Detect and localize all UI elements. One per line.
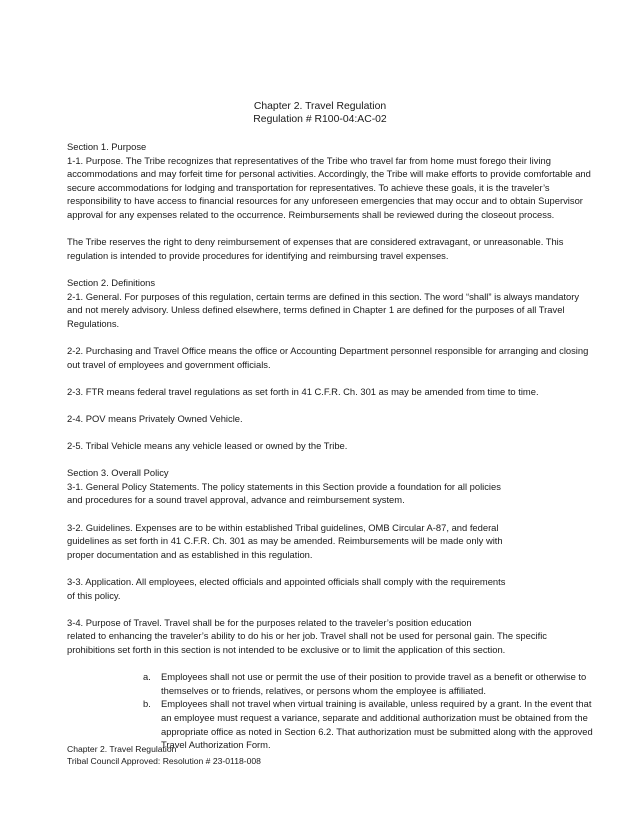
section-1-heading: Section 1. Purpose [67, 141, 147, 152]
policy-guidelines-line-3: proper documentation and as established in this regulation. [67, 548, 313, 560]
list-marker: a. [143, 671, 151, 683]
section-1-purpose-paragraph: 1-1. Purpose. The Tribe recognizes that representatives of the Tribe who travel far from home must forego their living accommodations and may forfeit time for personal activities. Accordingly, the Tribe will make efforts to provide comfortable and secure accommodations for lodging and transportation for representatives. To achieve these goals, it is the traveler’s responsibility to have access to financial resources for any unforeseen emergencies that may occur and to obtain Supervisor approval for any expenses related to the occurrence. Reimbursements shall be reviewed during the closeout process. [67, 154, 591, 220]
policy-application [67, 575, 595, 602]
list-item [143, 670, 595, 697]
list-item-text: Employees shall not travel when virtual training is available, unless required by a grant. In the event that an employee must request a variance, separate and additional authorization must be obtained from the appropriate office as noted in Section 6.2. That authorization must be submitted along with the approved Travel Authorization Form. [161, 698, 593, 751]
definition-pov: 2-4. POV means Privately Owned Vehicle. [67, 412, 243, 424]
prohibitions-list [143, 670, 595, 752]
definition-tribal-vehicle: 2-5. Tribal Vehicle means any vehicle leased or owned by the Tribe. [67, 440, 348, 452]
section-1-reservation-paragraph: The Tribe reserves the right to deny reimbursement of expenses that are considered extravagant, or unreasonable. This regulation is intended to provide procedures for identifying and reimbursing travel expenses. [67, 236, 564, 261]
document-title-block [0, 100, 640, 126]
policy-application-line-2: of this policy. [67, 589, 121, 601]
definition-ftr: 2-3. FTR means federal travel regulations as set forth in 41 C.F.R. Ch. 301 as may be amended from time to time. [67, 385, 539, 397]
section-2-heading: Section 2. Definitions [67, 276, 156, 288]
section-3-heading: Section 3. Overall Policy [67, 467, 169, 479]
policy-guidelines-line-1: 3-2. Guidelines. Expenses are to be within established Tribal guidelines, OMB Circular A-87, and federal [67, 521, 499, 533]
policy-purpose-line-1: 3-4. Purpose of Travel. Travel shall be for the purposes related to the traveler’s position education [67, 616, 472, 628]
policy-general-statements [67, 480, 595, 507]
definition-general: 2-1. General. For purposes of this regulation, certain terms are defined in this section. The word “shall” is always mandatory and not merely advisory. Unless defined elsewhere, terms defined in Chapter 1 are defined for the purposes of all Travel Regulations. [67, 290, 580, 329]
regulation-number: Regulation # R100-04:AC-02 [253, 114, 387, 125]
policy-purpose-of-travel [67, 616, 595, 657]
policy-application-line-1: 3-3. Application. All employees, elected officials and appointed officials shall comply with the requirements [67, 576, 506, 587]
footer-chapter: Chapter 2. Travel Regulation [67, 744, 177, 754]
page-footer [67, 744, 261, 767]
policy-guidelines [67, 521, 595, 562]
chapter-title: Chapter 2. Travel Regulation [253, 101, 387, 112]
policy-purpose-rest: related to enhancing the traveler’s ability to do his or her job. Travel shall not be used for personal gain. The specific prohibitions set forth in this section is not intended to be exclusive or to limit the application of this section. [67, 630, 547, 655]
policy-general-line-2: and procedures for a sound travel approval, advance and reimbursement system. [67, 494, 405, 506]
policy-general-line-1: 3-1. General Policy Statements. The policy statements in this Section provide a foundation for all policies [67, 480, 501, 492]
footer-resolution: Tribal Council Approved: Resolution # 23-0118-008 [67, 755, 261, 766]
policy-guidelines-line-2: guidelines as set forth in 41 C.F.R. Ch. 301 as may be amended. Reimbursements will be made only with [67, 535, 503, 547]
list-marker: b. [143, 698, 151, 710]
definition-purchasing-travel-office: 2-2. Purchasing and Travel Office means the office or Accounting Department personnel responsible for arranging and closing out travel of employees and government officials. [67, 344, 589, 370]
list-item-text: Employees shall not use or permit the use of their position to provide travel as a benefit or otherwise to themselves or to friends, relatives, or persons whom the employee is affiliated. [161, 671, 587, 696]
document-body [67, 140, 595, 752]
